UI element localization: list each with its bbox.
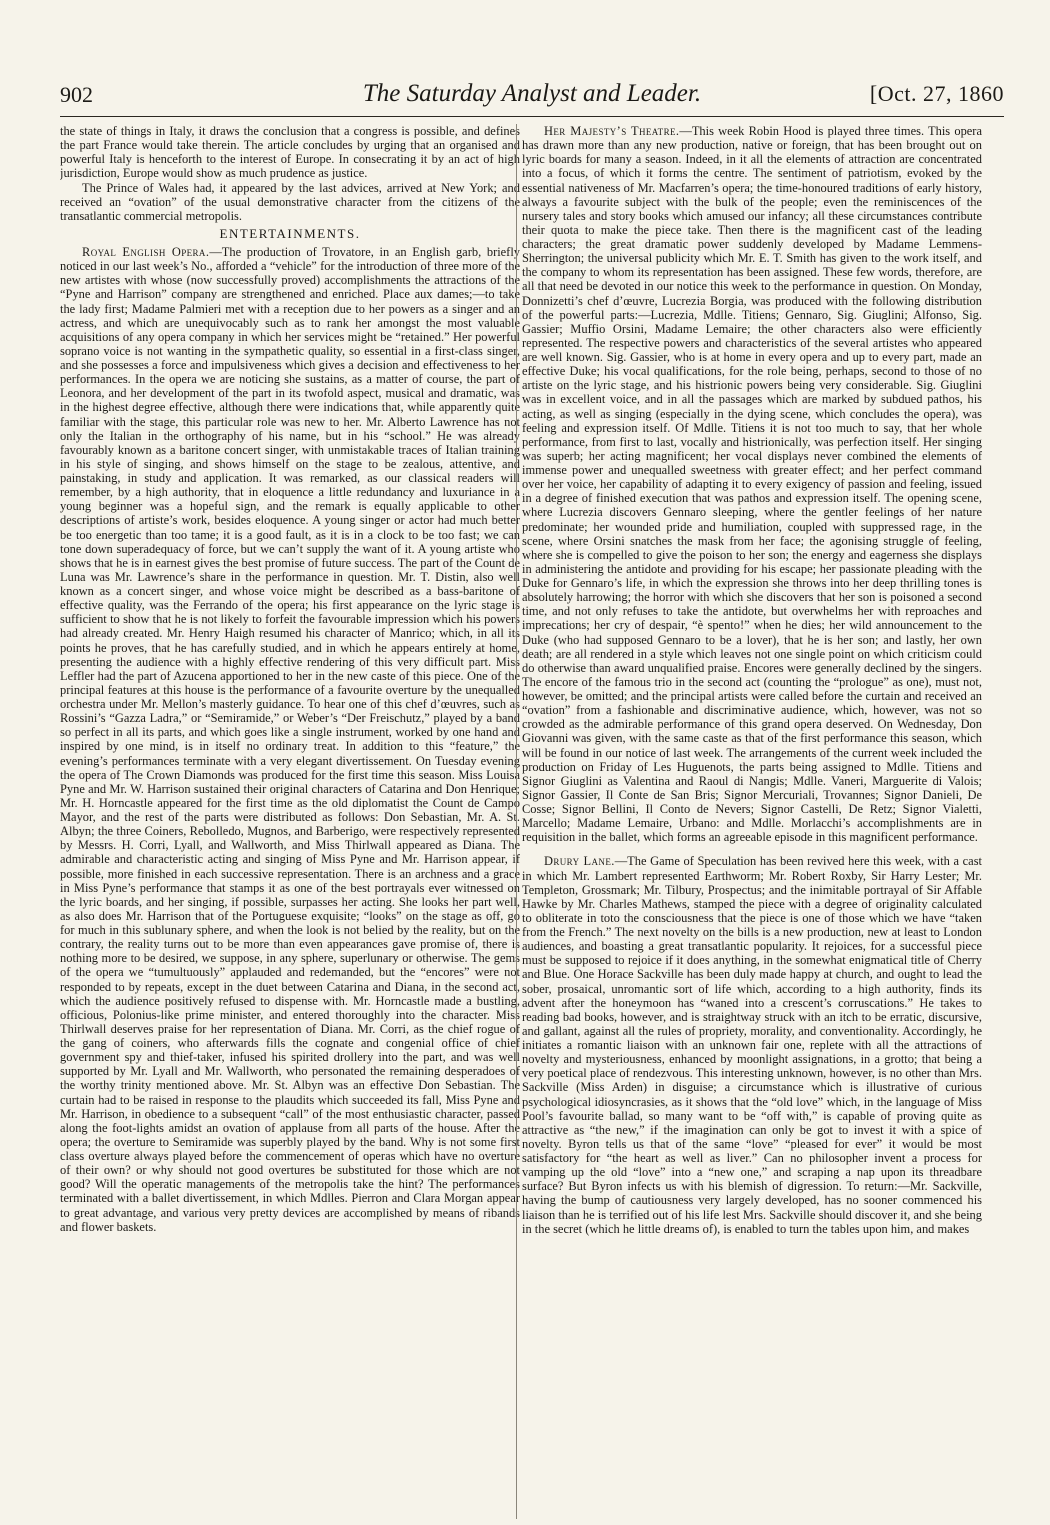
her-majestys-theatre-paragraph (522, 124, 982, 844)
running-title: The Saturday Analyst and Leader. (362, 80, 702, 107)
drury-lane-text: —The Game of Speculation has been revived here this week, with a cast in which Mr. Lambert represented Earthworm; Mr. Robert Roxby, Sir Harry Lester; Mr. Templeton, Grossmark; Mr. Tilbury, Prospectus; and the inimitable portrayal of Sir Affable Hawke by Mr. Charles Mathews, stamped the piece with a degree of originality calculated to obliterate in toto the consciousness that the piece is one of those which we have “taken from the French.” The next novelty on the bills is a new production, new at least to London audiences, and boasting a great transatlantic popularity. It rejoices, for a successful piece must be supposed to rejoice if it does anything, in the somewhat enigmatical title of Cherry and Blue. One Horace Sackville has been duly made happy at church, and ought to lead the sober, prosaical, unromantic sort of life which, according to a high authority, finds its advent after the honeymoon has “waned into a crescent’s corruscations.” He takes to reading bad books, however, and is straightway struck with an itch to be erratic, discursive, and gallant, against all the rules of propriety, morality, and conventionality. Accordingly, he initiates a romantic liaison with an unknown fair one, replete with all the attractions of novelty and mysteriousness, enhanced by moonlight assignations, in a grotto; that being a very poetical place of rendezvous. This interesting unknown, however, is no other than Mrs. Sackville (Miss Arden) in disguise; a circumstance which is illustrative of curious psychological idiosyncrasies, as it shows that the “old love” which, in the language of Miss Pool’s favourite ballad, so many want to be “off with,” is capable of proving quite as attractive as “the new,” if the imagination can only be got to invest it with a spice of novelty. Byron tells us that of the same “love” “pleased for ever” it would be most satisfactory for “the heart as well as liver.” Can no philosopher invent a process for vamping up the old “love” into a “new one,” and scraping a nap upon its threadbare surface? But Byron infects us with his blemish of digression. To return:—Mr. Sackville, having the bump of cautiousness very largely developed, has no sooner commenced his liaison than he is terrified out of his life lest Mrs. Sackville should discover it, and she being in the secret (which he little dreams of), is enabled to turn the tables upon him, and makes (522, 854, 982, 1236)
issue-date: [Oct. 27, 1860 (869, 81, 1004, 106)
column-divider (516, 124, 517, 1519)
right-column (522, 124, 982, 1519)
royal-english-opera-paragraph (60, 245, 520, 1234)
drury-lane-lead: Drury Lane. (544, 854, 615, 869)
royal-english-opera-lead: Royal English Opera. (82, 245, 210, 259)
page-header (60, 80, 1004, 114)
her-majestys-theatre-text: —This week Robin Hood is played three times. This opera has drawn more than any new production, native or foreign, that has been brought out on lyric boards for many a season. Indeed, in it all the elements of attraction are concentrated into a focus, of which it forms the centre. The sentiment of patriotism, evoked by the essential nativeness of Mr. Macfarren’s opera; the time-honoured traditions of early history, always a favourite subject with the bulk of the people; even the reminiscences of the nursery tales and story books which amused our infancy; all these circumstances contribute their quota to make the piece take. Then there is the magnificent cast of the leading characters; the great dramatic power suddenly developed by Madame Lemmens-Sherrington; the universal publicity which Mr. E. T. Smith has given to the work itself, and the company to whom its representation has been assigned. These few words, therefore, are all that need be devoted in our notice this week to the performance in question. On Monday, Donnizetti’s chef d’œuvre, Lucrezia Borgia, was produced with the following distribution of the powerful parts:—Lucrezia, Mdlle. Titiens; Gennaro, Sig. Giuglini; Alfonso, Sig. Gassier; Muffio Orsini, Madame Lemaire; the other characters also were efficiently represented. The respective powers and characteristics of the several artistes who appeared are well known. Sig. Gassier, who is at home in every opera and up to every part, made an effective Duke; his vocal qualifications, for the role being, perhaps, second to those of no artiste on the lyric stage, and his histrionic powers being very considerable. Sig. Giuglini was in excellent voice, and in all the passages which are marked by subdued pathos, his acting, as well as singing (especially in the dying scene, which concludes the opera), was feeling and expression itself. Of Mdlle. Titiens it is not too much to say, that her whole performance, from first to last, vocally and histrionically, was perfection itself. Her singing was superb; her acting magnificent; her vocal displays never combined the elements of immense power and unequalled sweetness with greater effect; and her perfect command over her voice, her capability of adapting it to every exigency of passion and feeling, issued in a degree of finished execution that was pathos and expression itself. The opening scene, where Lucrezia discovers Gennaro sleeping, where the gentler feelings of her nature predominate; her wounded pride and humiliation, coupled with suppressed rage, in the scene, where Orsini snatches the mask from her face; the agonising struggle of feeling, where she is compelled to give the poison to her son; the energy and eagerness she displays in administering the antidote and providing for his escape; her passionate pleading with the Duke for Gennaro’s life, in which the expression she throws into her deep thrilling tones is absolutely harrowing; the horror with which she discovers that her son is poisoned a second time, and not only refuses to take the antidote, but overwhelms her with reproaches and imprecations; her cry of despair, “è spento!” when he dies; her wild announcement to the Duke (who had supposed Gennaro to be a lover), that he is her son; and lastly, her own death; are all rendered in a style which leaves not one single point on which criticism could do otherwise than award unqualified praise. Encores were generally declined by the singers. The encore of the famous trio in the second act (counting the “prologue” as one), must not, however, be omitted; and the principal artists were called before the curtain and received an “ovation” from a fashionable and discriminative audience, which, however, was not so crowded as the admirable performance of this grand opera deserved. On Wednesday, Don Giovanni was given, with the same caste as that of the first performance this season, which will be found in our notice of last week. The arrangements of the current week included the production on Friday of Les Huguenots, the parts being assigned to Mdlle. Titiens and Signor Giuglini as Valentina and Raoul di Nangis; Mdlle. Vaneri, Marguerite di Valois; Signor Gassier, Il Conte de San Bris; Signor Mercuriali, Trovannes; Signor Danieli, De Cosse; Signor Bellini, Il Conto de Nevers; Signor Castelli, De Retz; Signor Vialetti, Marcello; Madame Lemaire, Urbano: and Mdlle. Morlacchi’s accomplishments are in requisition in the ballet, which forms an agreeable episode in this magnificent performance. (522, 124, 982, 845)
her-majestys-theatre-lead: Her Majesty’s Theatre. (544, 124, 680, 138)
royal-english-opera-text: —The production of Trovatore, in an English garb, briefly noticed in our last week’s No., afforded a “vehicle” for the introduction of three more of the new artistes with whose (now successfully proved) accomplishments the attractions of the “Pyne and Harrison” company are strengthened and enriched. Place aux dames;—to take the lady first; Madame Palmieri met with a reception due to her powers as a singer and an actress, and which are unequivocably such as to rank her amongst the most valuable acquisitions of any opera company in which her services might be “retained.” Her powerful soprano voice is not wanting in the sympathetic quality, so essential in a first-class singer, and she possesses a force and impulsiveness which gives a decision and effectiveness to her performances. In the opera we are noticing she sustains, as a matter of course, the part of Leonora, and her development of the part in its twofold aspect, musical and dramatic, was in the highest degree effective, although there were indications that, while apparently quite familiar with the stage, this particular role was new to her. Mr. Alberto Lawrence has not only the Italian in the orthography of his name, but in his “school.” He was already favourably known as a baritone concert singer, with unmistakable traces of Italian training in his style of singing, and shows himself on the stage to be zealous, attentive, and painstaking, in study and application. It was remarked, as our classical readers will remember, by a high authority, that in eloquence a little redundancy and luxuriance in a young beginner was a hopeful sign, and the remark is equally applicable to other descriptions of artiste’s work, besides eloquence. A young singer or actor had much better be too energetic than too tame; it is a good fault, as it is in a clock to be too fast; we can tone down superadequacy of force, but we can’t supply the want of it. A young artiste who shows that he is in earnest gives the best promise of future success. The part of the Count de Luna was Mr. Lawrence’s share in the performance in question. Mr. T. Distin, also well known as a concert singer, and whose voice might be described as a bass-baritone of effective quality, was the Ferrando of the opera; his first appearance on the lyric stage is sufficient to show that he is not likely to forfeit the favourable impression which his powers had already created. Mr. Henry Haigh resumed his character of Manrico; which, in all its points he proves, that he has carefully studied, and in which he appears entirely at home, presenting the audience with a highly effective rendering of this very difficult part. Miss Leffler had the part of Azucena apportioned to her in the new caste of this piece. One of the principal features at this house is the performance of a favourite overture by the unequalled orchestra under Mr. Mellon’s masterly guidance. To hear one of this chef d’œuvres, such as Rossini’s “Gazza Ladra,” or “Semiramide,” or Weber’s “Der Freischutz,” played by a band so perfect in all its parts, and which goes like a single instrument, worked by one hand and inspired by one mind, is in itself no ordinary treat. In addition to this “feature,” the evening’s performances terminate with a very elegant divertissement. On Tuesday evening the opera of The Crown Diamonds was produced for the first time this season. Miss Louisa Pyne and Mr. W. Harrison sustained their original characters of Catarina and Don Henrique; Mr. H. Horncastle appeared for the first time as the old diplomatist the Count de Campo Mayor, and the rest of the parts were distributed as follows: Don Sebastian, Mr. A. St. Albyn; the three Coiners, Rebolledo, Mugnos, and Barberigo, were respectively represented by Messrs. H. Corri, Lyall, and Wallworth, and Miss Thirlwall appeared as Diana. The admirable and characteristic acting and singing of Miss Pyne and Mr. Harrison appear, if possible, more finished in each successive representation. There is an archness and a grace in Miss Pyne’s performance that stamps it as one of the best portrayals ever witnessed on the lyric boards, and her singing, if possible, surpasses her acting. She looks her part well, as also does Mr. Harrison that of the Portuguese exquisite; “looks” on the stage as off, go for much in this sublunary sphere, and when the look is not belied by the reality, but on the contrary, the reality turns out to be more than even appearances gave promise of, there is nothing more to be desired, we suppose, in any sphere, superlunary or otherwise. The gems of the opera we “tumultuously” applauded and redemanded, but the “encores” were not responded to by repeats, except in the duet between Catarina and Diana, in the second act, which the audience positively refused to dispense with. Mr. Horncastle made a bustling, officious, Polonius-like prime minister, and entered thoroughly into the character. Miss Thirlwall deserves praise for her representation of Diana. Mr. Corri, as the chief rogue of the gang of coiners, who afterwards fills the cognate and congenial office of chief government spy and thief-taker, infused his spirited drollery into the part, and was well supported by Mr. Lyall and Mr. Wallworth, who personated the remaining desperadoes of the worthy trinity mentioned above. Mr. St. Albyn was an effective Don Sebastian. The curtain had to be raised in response to the plaudits which succeeded its fall, Miss Pyne and Mr. Harrison, in obedience to a subsequent “call” of the most enthusiastic character, passed along the foot-lights amidst an ovation of applause from all parts of the house. After the opera; the overture to Semiramide was superbly played by the band. Why is not some first class overture always played before the commencement of operas which have no overture of their own? or why should not good overtures be substituted for those which are not good? Will the operatic managements of the metropolis take the hint? The performances terminated with a ballet divertissement, in which Mdlles. Pierron and Clara Morgan appear to great advantage, and various very pretty devices are accomplished by means of ribands and flower baskets. (60, 245, 520, 1234)
page-number: 902 (60, 82, 93, 107)
drury-lane-paragraph (522, 854, 982, 1235)
prince-of-wales-paragraph: The Prince of Wales had, it appeared by the last advices, arrived at New York; and received an “ovation” of the usual demonstrative character from the citizens of the transatlantic commercial metropolis. (60, 180, 520, 223)
header-rule (60, 116, 1004, 117)
left-column (60, 124, 520, 1519)
section-heading-entertainments: ENTERTAINMENTS. (219, 225, 361, 241)
italy-paragraph: the state of things in Italy, it draws the conclusion that a congress is possible, and defines the part France would take therein. The article concludes by urging that an organised and powerful Italy is henceforth to the interest of Europe. In consecrating it by an act of high jurisdiction, Europe would show as much prudence as justice. (60, 124, 520, 181)
